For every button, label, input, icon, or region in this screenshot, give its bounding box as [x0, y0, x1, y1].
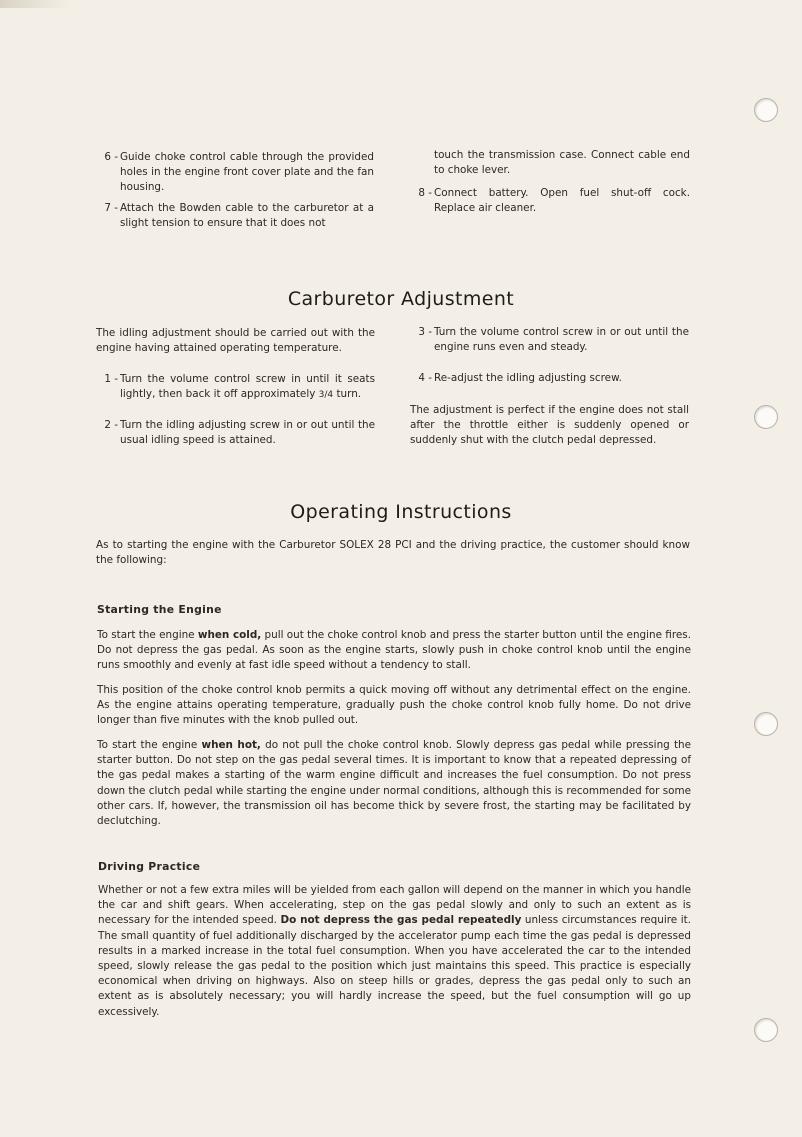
text: To start the engine [97, 629, 198, 641]
step-text [120, 372, 375, 403]
text: pull out the choke control knob and press the starter button until the engine fires. Do not depress the gas pedal. As soon as the engine starts, slowly push in choke control knob until the engine runs smoothly and evenly at fast idle speed without a tendency to stall. [97, 629, 692, 672]
text: Whether or not a few extra miles will be yielded from each gallon will depend on the manner in which you handle the car and shift gears. When accelerating, step on the gas pedal slowly and only to such an extent as is necessary for the intended speed. [98, 884, 691, 927]
adjustment-closing: The adjustment is perfect if the engine does not stall after the throttle either is suddenly opened or suddenly shut with the clutch pedal depressed. [410, 404, 689, 447]
emphasis: Do not depress the gas pedal repeatedly [280, 914, 522, 927]
starting-hot-paragraph [97, 738, 691, 829]
driving-practice-heading: Driving Practice [98, 860, 201, 873]
step-text: Attach the Bowden cable to the carburetor at a slight tension to ensure that it does not [120, 202, 374, 230]
punch-hole-4 [754, 1018, 778, 1042]
step-text: Turn the volume control screw in or out until the engine runs even and steady. [434, 326, 689, 354]
carburetor-adjustment-heading: Carburetor Adjustment [287, 288, 515, 310]
step-text: Connect battery. Open fuel shut-off cock. Replace air cleaner. [434, 187, 690, 215]
operating-instructions-heading: Operating Instructions [290, 501, 512, 523]
text: do not pull the choke control knob. Slowly depress gas pedal while pressing the starter button. Do not step on the gas pedal several times. It is important to know that a repeated depressing of the gas pedal makes a starting of the warm engine difficult and increases the fuel consumption. Do not press down the clutch pedal while starting the engine under normal conditions, although this is recommended for some other cars. If, however, the transmission oil has become thick by severe frost, the starting may be facilitated by declutching. [97, 739, 692, 828]
starting-cold-paragraph [97, 628, 691, 674]
step-number: 3 - [418, 326, 432, 338]
step-text: Guide choke control cable through the provided holes in the engine front cover plate and the fan housing. [120, 151, 374, 194]
install-step-7-continued: touch the transmission case. Connect cable end to choke lever. [434, 149, 690, 177]
carb-step-4 [410, 371, 690, 387]
step-number: 4 - [418, 372, 432, 384]
driving-practice-paragraph [98, 883, 691, 1020]
step-text: Turn the idling adjusting screw in or out until the usual idling speed is attained. [120, 419, 375, 447]
carb-step-1 [96, 372, 376, 404]
starting-engine-heading: Starting the Engine [97, 603, 222, 616]
punch-hole-1 [754, 98, 778, 122]
page-corner-smudge [0, 0, 70, 8]
punch-hole-2 [754, 405, 778, 429]
idling-intro: The idling adjustment should be carried out with the engine having attained operating temperature. [96, 327, 375, 355]
step-number: 8 - [418, 187, 432, 199]
punch-hole-3 [754, 712, 778, 736]
install-step-7 [96, 201, 376, 233]
step-number: 2 - [104, 419, 118, 431]
step-number: 6 - [104, 151, 118, 163]
install-step-8 [410, 186, 690, 218]
emphasis: when hot, [201, 739, 261, 751]
step-text-main: Turn the volume control screw in until it seats lightly, then back it off approximately [120, 373, 375, 401]
text: To start the engine [97, 739, 202, 751]
install-step-6 [96, 150, 376, 196]
step-text: Re-adjust the idling adjusting screw. [434, 372, 622, 384]
carb-step-3 [410, 325, 690, 357]
fraction: 3/4 [318, 390, 334, 401]
choke-position-paragraph: This position of the choke control knob permits a quick moving off without any detrimental effect on the engine. As the engine attains operating temperature, gradually push the choke control knob fully home. Do not drive longer than five minutes with the knob pulled out. [97, 684, 691, 727]
step-text-end: turn. [333, 388, 362, 401]
step-number: 7 - [104, 202, 118, 214]
operating-intro: As to starting the engine with the Carburetor SOLEX 28 PCI and the driving practice, the customer should know the following: [96, 539, 690, 567]
carb-step-2 [96, 418, 376, 450]
step-number: 1 - [104, 373, 118, 385]
text: unless circumstances require it. The small quantity of fuel additionally discharged by the accelerator pump each time the gas pedal is depressed results in a marked increase in the total fuel consumption. When you have accelerated the car to the intended speed, slowly release the gas pedal to the position which just maintains this speed. This practice is especially economical when driving on highways. Also on steep hills or grades, depress the gas pedal only to such an extent as is absolutely necessary; you will hardly increase the speed, but the fuel consumption will go up excessively. [98, 914, 691, 1018]
emphasis: when cold, [197, 629, 262, 641]
